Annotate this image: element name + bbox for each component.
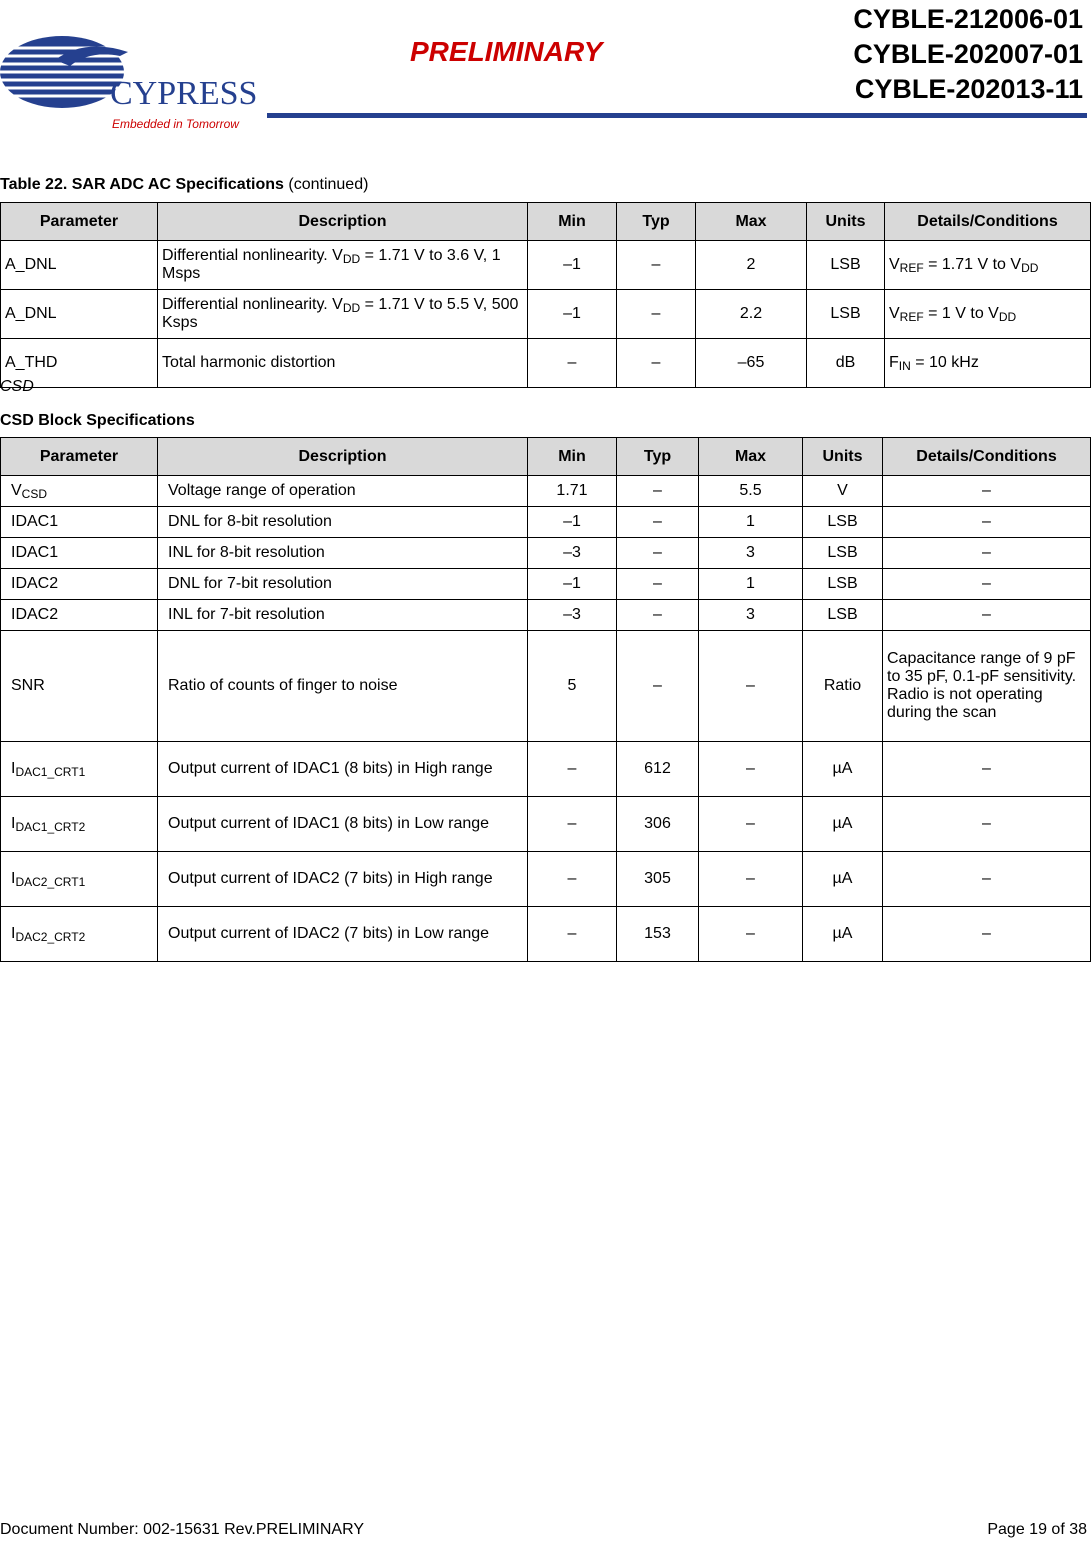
table-row: A_THD Total harmonic distortion – – –65 dB $F_{IN} = 10$ kHz [1,339,1091,388]
col-header: Units [807,203,885,241]
table-row: $V_{CSD}$ Voltage range of operation 1.71 – 5.5 V – [1,476,1091,507]
logo-tagline: Embedded in Tomorrow [112,117,239,131]
preliminary-label: PRELIMINARY [410,36,603,67]
col-header: Description [158,203,528,241]
table-header-row [1,203,1091,241]
header-rule [267,113,1087,118]
col-header: Details/Conditions [885,203,1091,241]
col-header: Parameter [1,438,158,476]
doc-number-1: CYBLE-212006-01 [853,4,1083,34]
csd-table-title: CSD Block Specifications [0,412,195,429]
logo-brand-text: CYPRESS [110,75,258,112]
doc-number-3: CYBLE-202013-11 [854,74,1083,104]
table-row: $I_{DAC1\_CRT1}$ Output current of IDAC1 (8 bits) in High range – 612 – µA – [1,742,1091,797]
table-row: IDAC2 DNL for 7-bit resolution –1 – 1 LSB – [1,569,1091,600]
col-header: Parameter [1,203,158,241]
col-header: Details/Conditions [883,438,1091,476]
table-row: IDAC2 INL for 7-bit resolution –3 – 3 LSB – [1,600,1091,631]
col-header: Min [528,438,617,476]
doc-numbers [853,2,1083,107]
table-row: IDAC1 DNL for 8-bit resolution –1 – 1 LSB – [1,507,1091,538]
table-header-row [1,438,1091,476]
table-row: $I_{DAC1\_CRT2}$ Output current of IDAC1 (8 bits) in Low range – 306 – µA – [1,797,1091,852]
doc-number-2: CYBLE-202007-01 [853,39,1083,69]
sar-adc-table [0,202,1091,388]
footer-doc-number: Document Number: 002-15631 Rev.PRELIMINARY [0,1521,365,1538]
col-header: Max [696,203,807,241]
col-header: Description [158,438,528,476]
col-header: Typ [617,203,696,241]
col-header: Max [699,438,803,476]
table-row: $I_{DAC2\_CRT2}$ Output current of IDAC2 (7 bits) in Low range – 153 – µA – [1,907,1091,962]
footer-page-number: Page 19 of 38 [987,1521,1087,1538]
col-header: Min [528,203,617,241]
cypress-logo [0,30,262,135]
table22-caption: Table 22. SAR ADC AC Specifications (continued) [0,176,369,193]
table-row: A_DNL Differential nonlinearity. $V_{DD} = 1.71$ V to 5.5 V, 500 Ksps –1 – 2.2 LSB $V_{REF} = 1$ V to $V_{DD}$ [1,290,1091,339]
table-row: $I_{DAC2\_CRT1}$ Output current of IDAC2 (7 bits) in High range – 305 – µA – [1,852,1091,907]
table-row: IDAC1 INL for 8-bit resolution –3 – 3 LSB – [1,538,1091,569]
csd-table [0,437,1091,962]
csd-section-label: CSD [0,378,34,395]
col-header: Units [803,438,883,476]
table-row: SNR Ratio of counts of finger to noise 5 – – Ratio Capacitance range of 9 pF to 35 pF, 0.1-pF sensitivity. Radio is not operating during the scan [1,631,1091,742]
col-header: Typ [617,438,699,476]
table-row: A_DNL Differential nonlinearity. $V_{DD} = 1.71$ V to 3.6 V, 1 Msps –1 – 2 LSB $V_{REF} = 1.71$ V to $V_{DD}$ [1,241,1091,290]
